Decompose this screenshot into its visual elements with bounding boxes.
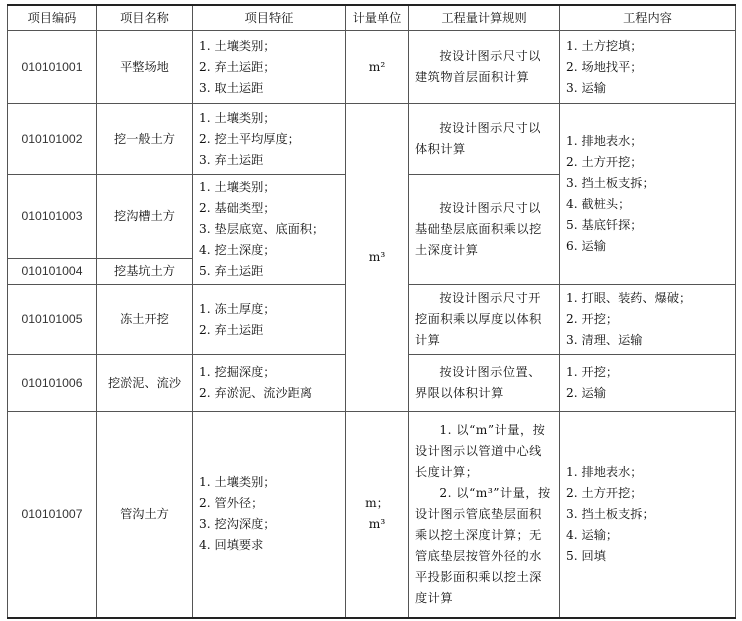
feature-line: 1. 土壤类别； (199, 180, 276, 194)
header-content: 工程内容 (560, 5, 736, 31)
content-line: 5. 基底钎探； (566, 218, 643, 232)
rule-text: 1. 以“m”计量，按设计图示以管道中心线长度计算； (415, 422, 546, 479)
feature-line: 2. 挖土平均厚度； (199, 131, 300, 146)
item-rule (409, 104, 560, 175)
item-features (193, 31, 346, 104)
feature-line: 3. 挖沟深度； (199, 517, 276, 532)
item-name: 平整场地 (97, 31, 193, 104)
feature-line: 1. 土壤类别； (199, 475, 276, 490)
item-name: 冻土开挖 (97, 285, 193, 355)
rule-text: 2. 以“m³”计量，按设计图示管底垫层面积乘以挖土深度计算；无管底垫层按管外径的水平投影面积乘以挖土深度计算 (415, 485, 551, 605)
bill-of-quantities-table (7, 4, 736, 619)
item-content (560, 31, 736, 104)
content-line: 1. 土方挖填； (566, 38, 643, 53)
feature-line: 5. 弃土运距 (199, 264, 264, 278)
rule-text: 按设计图示尺寸以体积计算 (415, 121, 541, 156)
feature-line: 1. 挖掘深度； (199, 365, 276, 379)
item-code: 010101001 (8, 31, 97, 104)
content-line: 3. 挡土板支拆； (566, 506, 655, 521)
header-name: 项目名称 (97, 5, 193, 31)
item-features (193, 285, 346, 355)
item-name: 挖淤泥、流沙 (97, 355, 193, 412)
item-rule (409, 285, 560, 355)
feature-line: 1. 冻土厚度； (199, 301, 276, 316)
item-features (193, 412, 346, 618)
feature-line: 4. 回填要求 (199, 538, 264, 553)
item-name: 挖基坑土方 (97, 259, 193, 285)
content-line: 2. 土方开挖； (566, 155, 643, 169)
rule-text: 按设计图示位置、界限以体积计算 (415, 365, 541, 400)
content-line: 2. 开挖； (566, 312, 619, 326)
feature-line: 2. 基础类型； (199, 201, 276, 215)
item-rule (409, 175, 560, 285)
item-name: 挖一般土方 (97, 104, 193, 175)
item-code: 010101004 (8, 259, 97, 285)
content-line: 3. 运输 (566, 80, 606, 95)
content-line: 2. 场地找平； (566, 59, 643, 74)
rule-text: 按设计图示尺寸以建筑物首层面积计算 (415, 49, 541, 84)
item-name: 挖沟槽土方 (97, 175, 193, 259)
item-code: 010101005 (8, 285, 97, 355)
feature-line: 2. 弃淤泥、流沙距离 (199, 386, 313, 400)
feature-line: 2. 管外径； (199, 496, 264, 511)
header-unit: 计量单位 (346, 5, 409, 31)
header-code: 项目编码 (8, 5, 97, 31)
feature-line: 2. 弃土运距； (199, 59, 276, 74)
item-content (560, 285, 736, 355)
item-features (193, 104, 346, 175)
item-code: 010101003 (8, 175, 97, 259)
header-features: 项目特征 (193, 5, 346, 31)
unit-line: m³ (368, 517, 386, 532)
item-content-merged (560, 104, 736, 285)
item-features (193, 175, 346, 285)
item-code: 010101007 (8, 412, 97, 618)
item-code: 010101006 (8, 355, 97, 412)
feature-line: 2. 弃土运距 (199, 322, 264, 337)
feature-line: 3. 取土运距 (199, 80, 264, 95)
feature-line: 3. 垫层底宽、底面积； (199, 222, 325, 236)
item-name: 管沟土方 (97, 412, 193, 618)
item-unit: m² (346, 31, 409, 104)
content-line: 4. 运输； (566, 527, 619, 542)
item-rule (409, 412, 560, 618)
content-line: 1. 开挖； (566, 365, 619, 379)
header-rule: 工程量计算规则 (409, 5, 560, 31)
table-row (8, 412, 736, 618)
content-line: 6. 运输 (566, 239, 606, 253)
item-content (560, 412, 736, 618)
content-line: 2. 运输 (566, 386, 606, 400)
content-line: 3. 挡土板支拆； (566, 176, 655, 190)
content-line: 2. 土方开挖； (566, 485, 643, 500)
item-features (193, 355, 346, 412)
unit-line: m； (365, 496, 389, 511)
content-line: 4. 截桩头； (566, 197, 631, 211)
feature-line: 1. 土壤类别； (199, 110, 276, 125)
content-line: 3. 清理、运输 (566, 333, 643, 347)
content-line: 1. 排地表水； (566, 134, 643, 148)
item-content (560, 355, 736, 412)
table-row (8, 104, 736, 175)
header-row (8, 5, 736, 31)
table-row (8, 31, 736, 104)
item-unit (346, 412, 409, 618)
item-code: 010101002 (8, 104, 97, 175)
content-line: 1. 排地表水； (566, 464, 643, 479)
content-line: 1. 打眼、装药、爆破； (566, 291, 692, 305)
item-unit-merged: m³ (346, 104, 409, 412)
rule-text: 按设计图示尺寸开挖面积乘以厚度以体积计算 (415, 291, 542, 347)
feature-line: 3. 弃土运距 (199, 152, 264, 167)
feature-line: 1. 土壤类别； (199, 38, 276, 53)
feature-line: 4. 挖土深度； (199, 243, 276, 257)
rule-text: 按设计图示尺寸以基础垫层底面积乘以挖土深度计算 (415, 201, 542, 257)
item-rule (409, 355, 560, 412)
item-rule (409, 31, 560, 104)
content-line: 5. 回填 (566, 548, 606, 563)
